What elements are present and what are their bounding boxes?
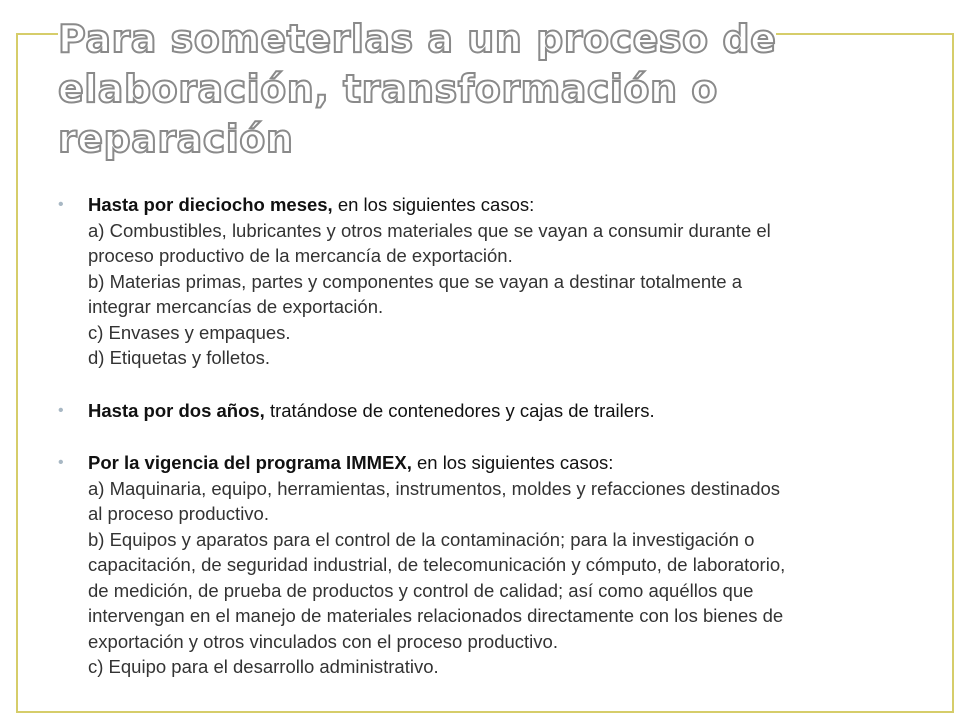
bullet-lead-bold: Por la vigencia del programa IMMEX, — [88, 452, 412, 473]
bullet-lead-bold: Hasta por dieciocho meses, — [88, 194, 333, 215]
bullet-text-line: intervengan en el manejo de materiales relacionados directamente con los bienes de — [88, 605, 784, 626]
bullet-text-line: al proceso productivo. — [88, 503, 269, 524]
bullet-item-vigencia-immex — [58, 450, 918, 680]
bullet-lead — [88, 192, 918, 218]
bullet-text-line: d) Etiquetas y folletos. — [88, 347, 271, 368]
bullet-text-line: b) Materias primas, partes y componentes que se vayan a destinar totalmente a — [88, 270, 743, 292]
bullet-text-line: de medición, de prueba de productos y control de calidad; así como aquéllos que — [88, 579, 754, 601]
title-line: elaboración, transformación o — [58, 67, 718, 111]
bullet-lead-rest: tratándose de contenedores y cajas de trailers. — [264, 399, 655, 421]
bullet-text-line: capacitación, de seguridad industrial, de telecomunicación y cómputo, de laboratorio, — [88, 554, 786, 575]
bullet-lead-bold: Hasta por dos años, — [88, 399, 265, 421]
bullet-lead-rest: en los siguientes casos: — [332, 194, 535, 215]
bullet-dot-icon: • — [58, 401, 64, 419]
bullet-dot-icon: • — [58, 196, 64, 213]
bullet-list — [58, 192, 918, 680]
bullet-item-dieciocho-meses — [58, 192, 918, 371]
title-line: Para someterlas a un proceso de — [58, 17, 777, 61]
bullet-text-line: c) Equipo para el desarrollo administrativo. — [88, 656, 439, 677]
bullet-text-line: proceso productivo de la mercancía de exportación. — [88, 245, 513, 266]
bullet-lead-rest: en los siguientes casos: — [411, 452, 614, 473]
bullet-text-line: b) Equipos y aparatos para el control de la contaminación; para la investigación o — [88, 528, 755, 550]
bullet-text-line: integrar mercancías de exportación. — [88, 296, 384, 317]
bullet-text-line: a) Maquinaria, equipo, herramientas, instrumentos, moldes y refacciones destinados — [88, 477, 781, 499]
bullet-text-line: exportación y otros vinculados con el proceso productivo. — [88, 630, 558, 652]
bullet-lead — [88, 398, 918, 424]
bullet-text-line: c) Envases y empaques. — [88, 321, 291, 343]
bullet-item-dos-anos — [58, 398, 918, 424]
bullet-lead — [88, 450, 918, 476]
title-line: reparación — [58, 117, 294, 161]
bullet-dot-icon: • — [58, 454, 64, 471]
slide-title — [58, 14, 938, 164]
bullet-text-line: a) Combustibles, lubricantes y otros materiales que se vayan a consumir durante el — [88, 219, 771, 241]
